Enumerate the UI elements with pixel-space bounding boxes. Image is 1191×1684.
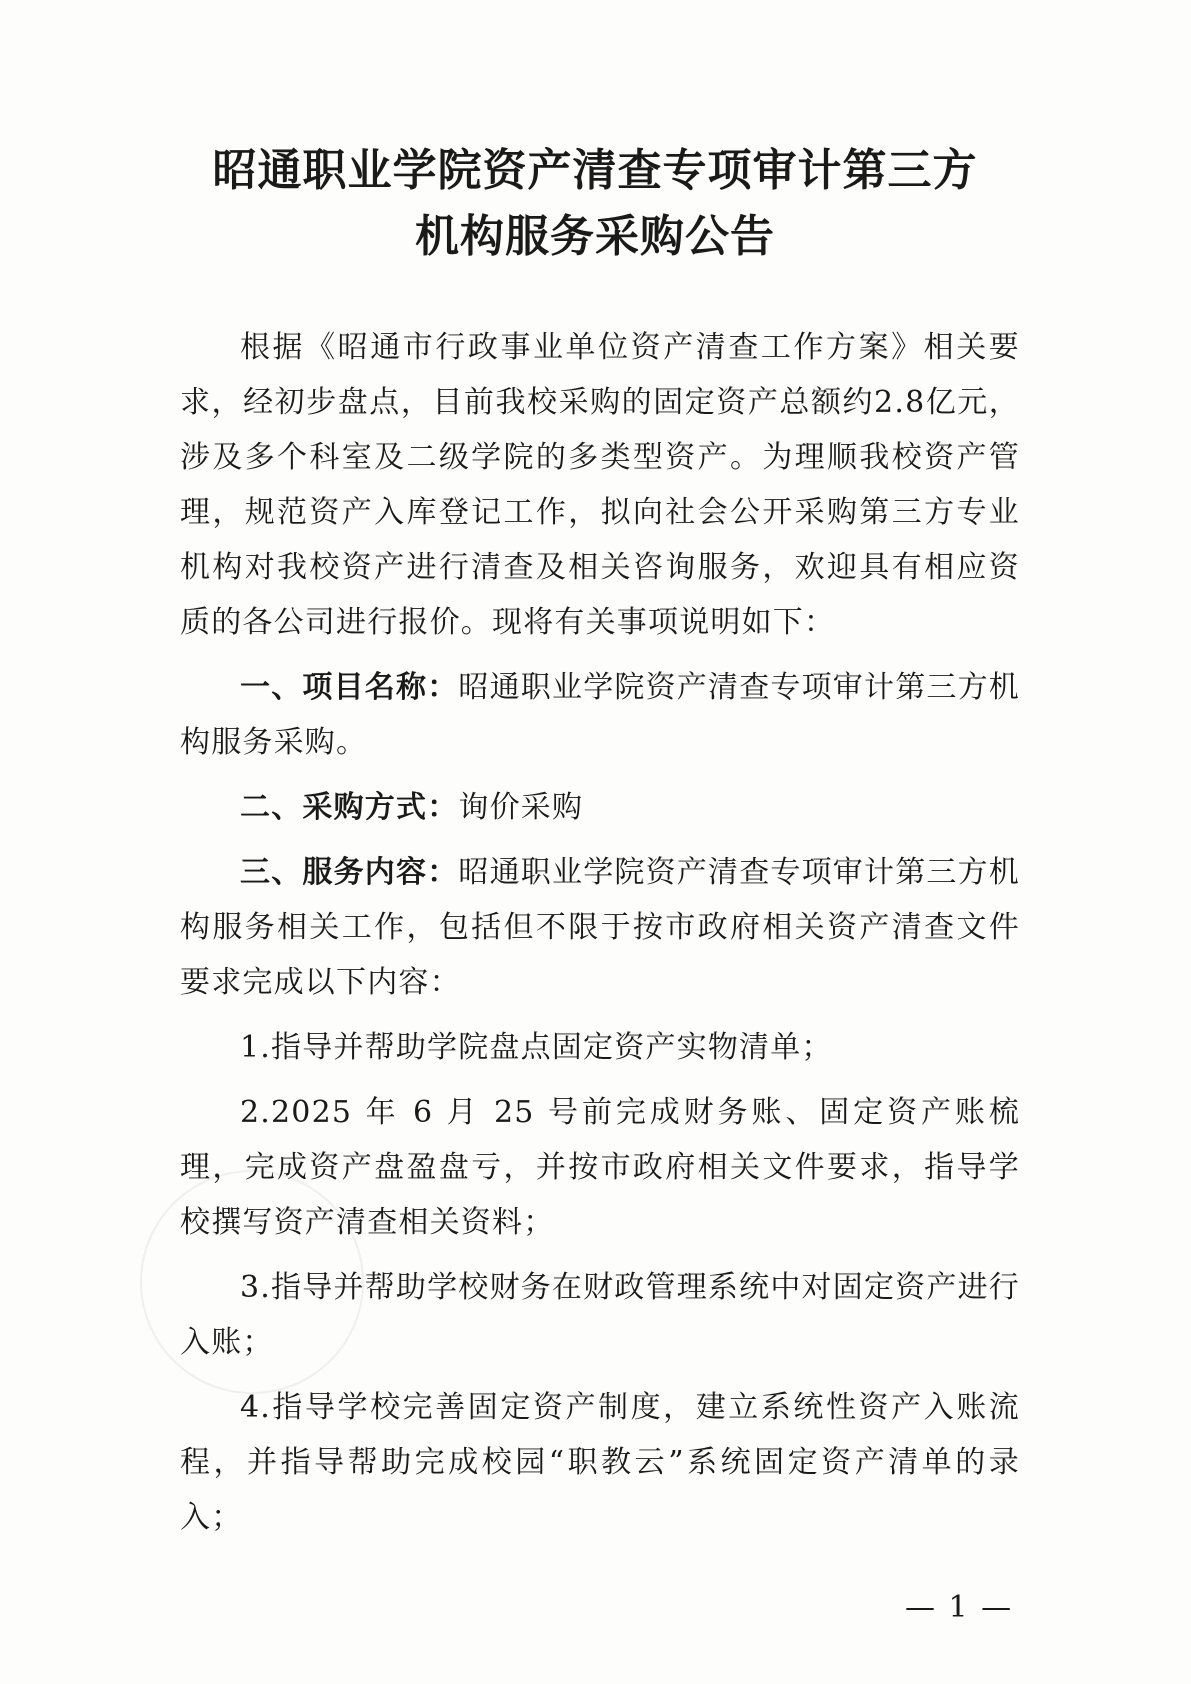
section3-text: 昭通职业学院资产清查专项审计第三方机构服务相关工作，包括但不限于按市政府相关资产清查文件要求完成以下内容： — [180, 855, 1021, 1000]
list-item: 4.指导学校完善固定资产制度，建立系统性资产入账流程，并指导帮助完成校园“职教云”系统固定资产清单的录入； — [180, 1390, 1020, 1535]
title-line-2: 机构服务采购公告 — [415, 211, 775, 262]
section1-label: 一、项目名称： — [240, 670, 459, 705]
document-title — [150, 138, 1040, 270]
title-line-1: 昭通职业学院资产清查专项审计第三方 — [212, 145, 978, 196]
section1-text: 昭通职业学院资产清查专项审计第三方机构服务采购。 — [180, 670, 1021, 760]
section3-label: 三、服务内容： — [240, 855, 459, 890]
section-project-name — [180, 660, 1020, 770]
section-procurement-method — [180, 780, 1020, 835]
document-body — [180, 320, 1020, 1545]
section2-label: 二、采购方式： — [240, 790, 459, 825]
list-item: 3.指导并帮助学校财务在财政管理系统中对固定资产进行入账； — [180, 1270, 1020, 1360]
section2-text: 询价采购 — [458, 790, 584, 825]
page-number: — 1 — — [905, 1590, 1014, 1625]
list-item: 2.2025 年 6 月 25 号前完成财务账、固定资产账梳理，完成资产盘盈盘亏，并按市政府相关文件要求，指导学校撰写资产清查相关资料； — [180, 1095, 1020, 1240]
section-service-content — [180, 845, 1020, 1010]
list-item: 1.指导并帮助学院盘点固定资产实物清单； — [240, 1030, 833, 1065]
intro-paragraph: 根据《昭通市行政事业单位资产清查工作方案》相关要求，经初步盘点，目前我校采购的固定资产总额约2.8亿元，涉及多个科室及二级学院的多类型资产。为理顺我校资产管理，规范资产入库登记工作，拟向社会公开采购第三方专业机构对我校资产进行清查及相关咨询服务，欢迎具有相应资质的各公司进行报价。现将有关事项说明如下： — [180, 330, 1020, 640]
